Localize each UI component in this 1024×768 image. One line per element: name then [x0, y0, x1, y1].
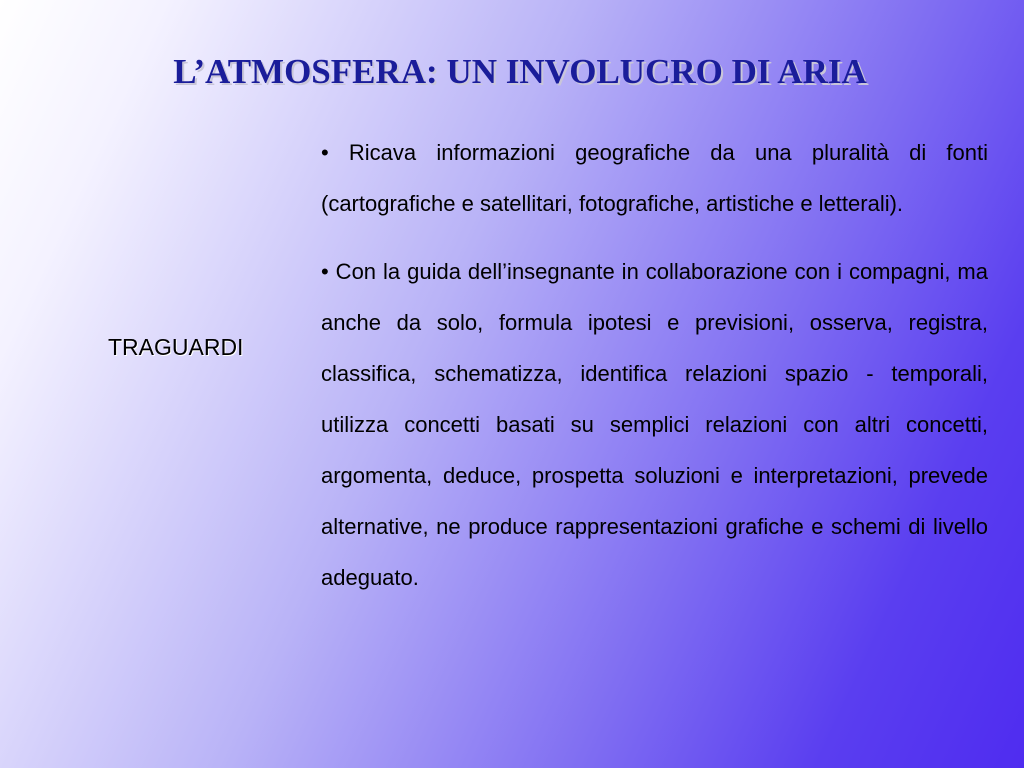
- side-label-traguardi: TRAGUARDI: [108, 334, 244, 360]
- bullet-item: • Ricava informazioni geografiche da una pluralità di fonti (cartografiche e satellitari, fotografiche, artistiche e letterali).: [321, 140, 988, 216]
- bullet-list: [321, 127, 988, 603]
- bullet-item: • Con la guida dell’insegnante in collaborazione con i compagni, ma anche da solo, formula ipotesi e previsioni, osserva, registra, classifica, schematizza, identifica relazioni spazio - temporali, utilizza concetti basati su semplici relazioni con altri concetti, argomenta, deduce, prospetta soluzioni e interpretazioni, prevede alternative, ne produce rappresentazioni grafiche e schemi di livello adeguato.: [321, 259, 988, 590]
- slide-title: L’ATMOSFERA: UN INVOLUCRO DI ARIA: [173, 52, 867, 91]
